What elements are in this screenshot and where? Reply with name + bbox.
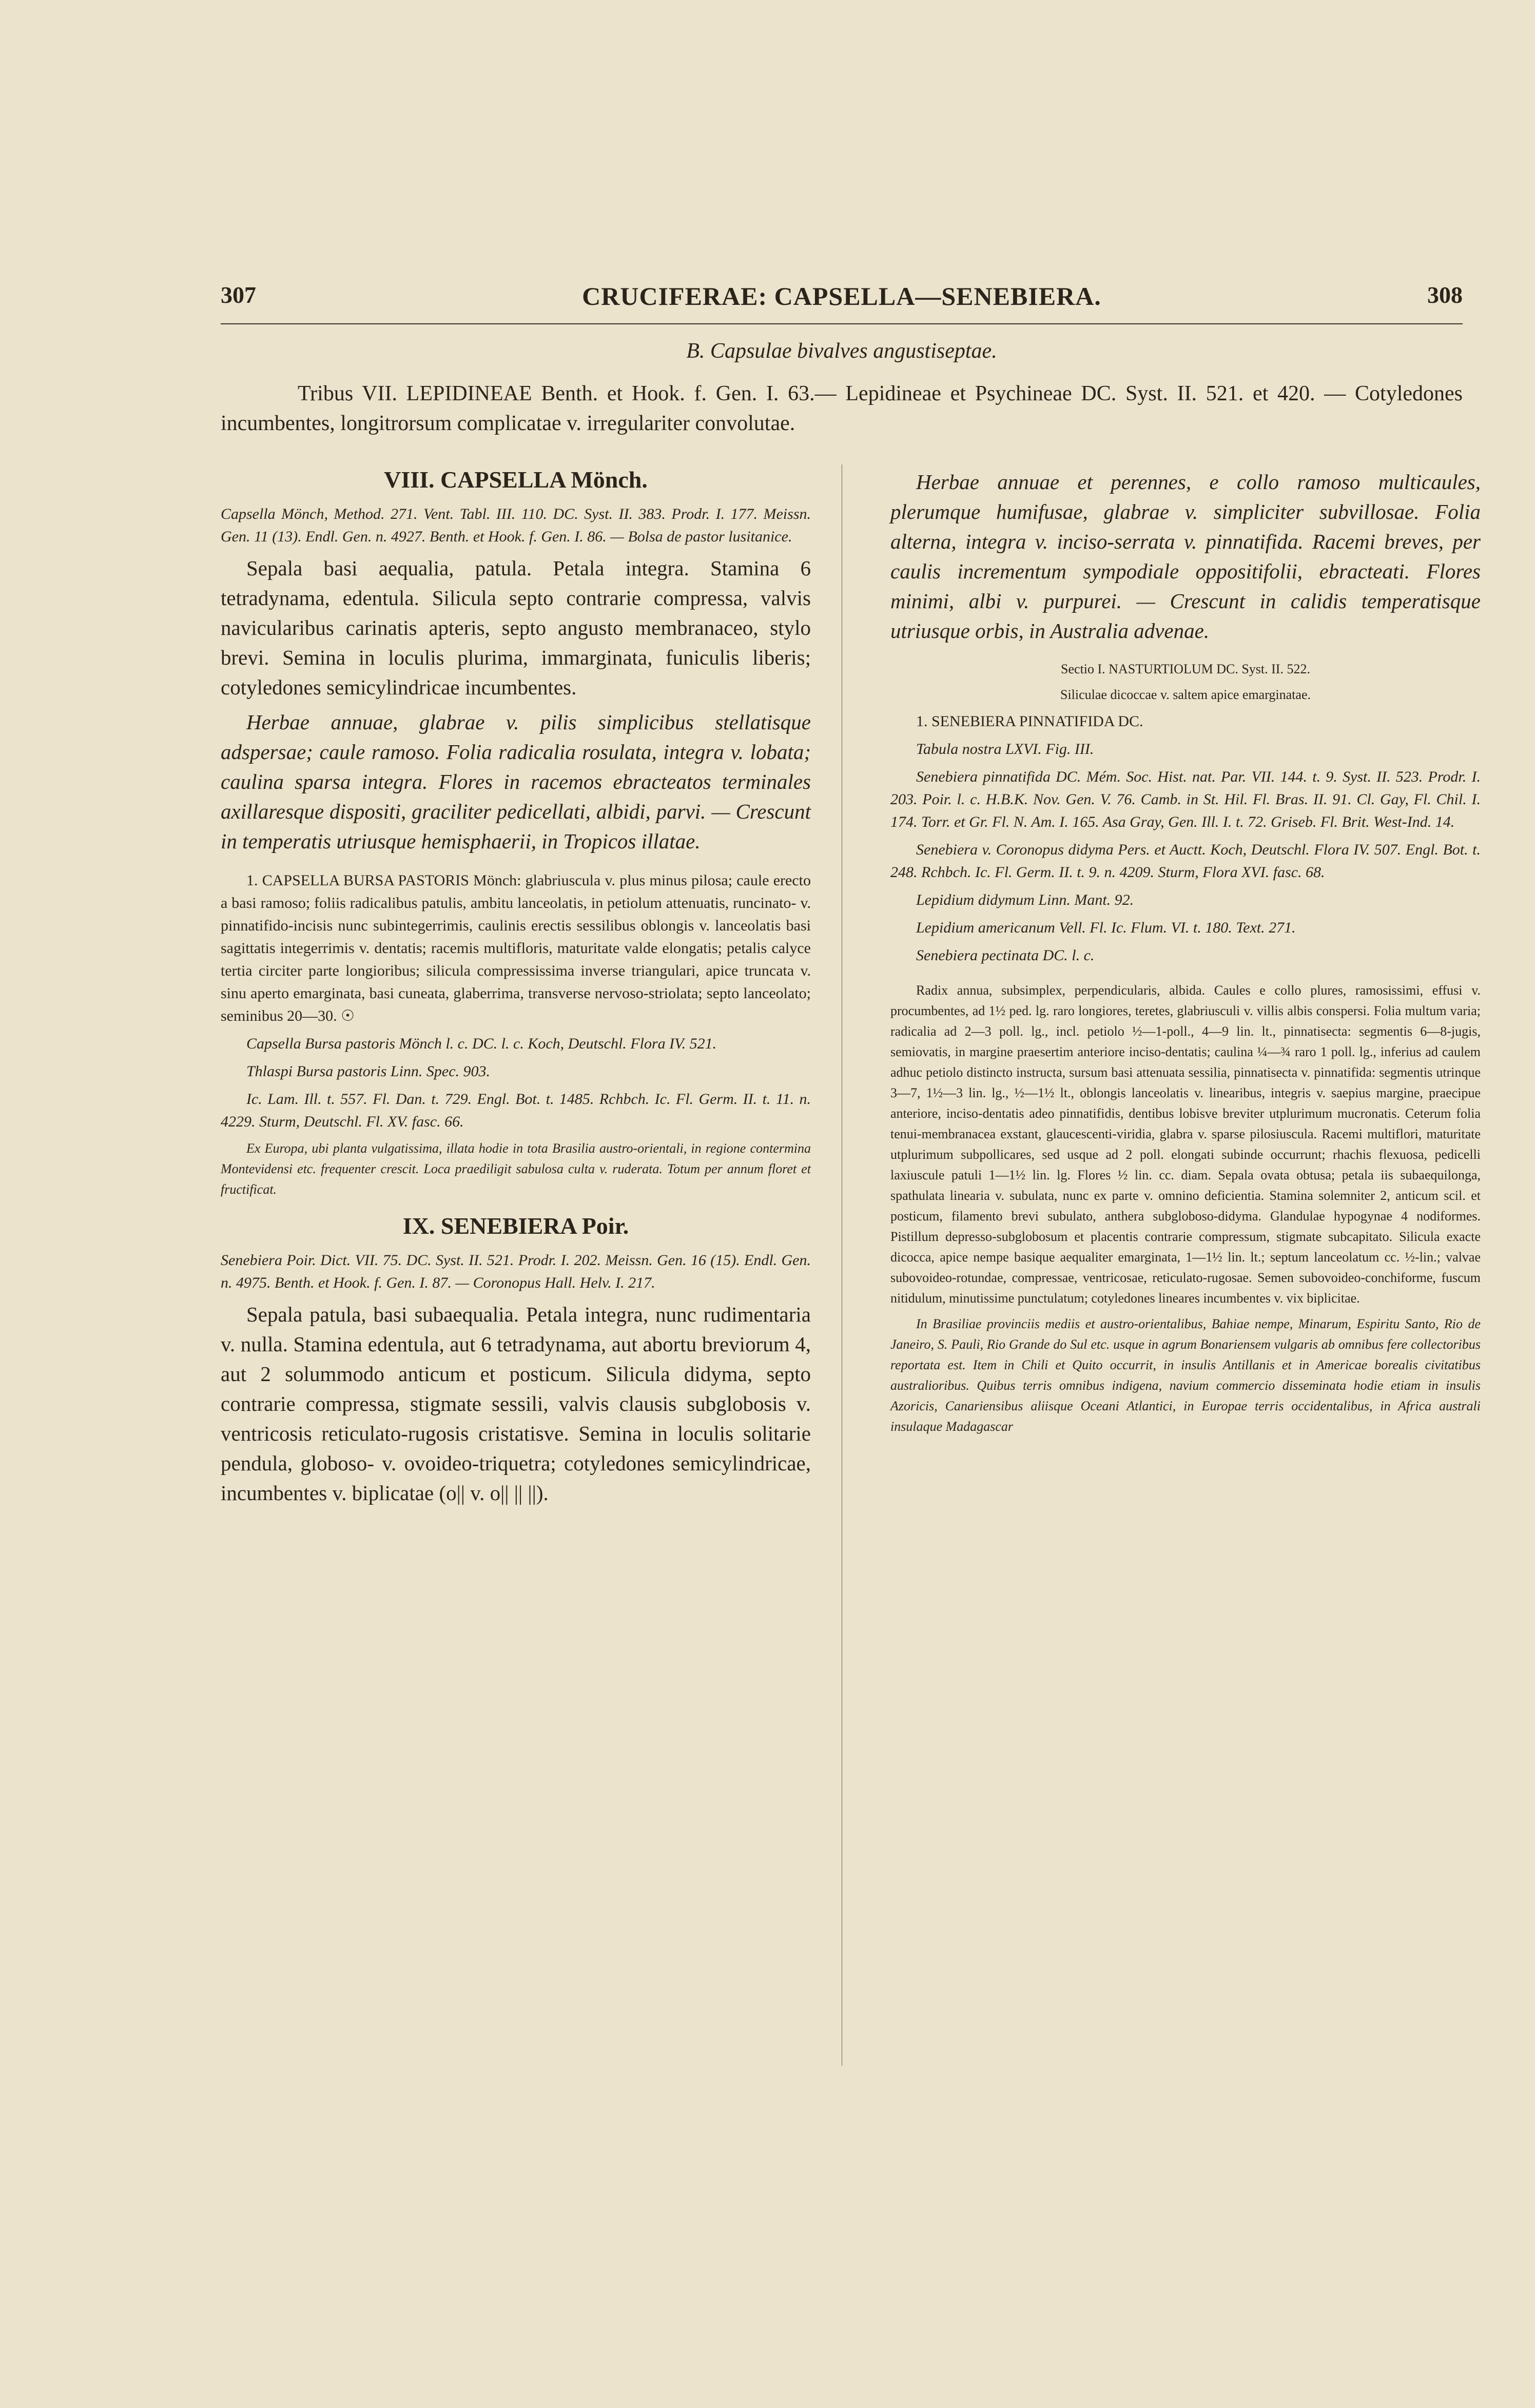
species-heading-pinnatifida: 1. SENEBIERA PINNATIFIDA DC. bbox=[916, 713, 1143, 730]
senebiera-references: Senebiera Poir. Dict. VII. 75. DC. Syst. II. 521. Prodr. I. 202. Meissn. Gen. 16 (15). Endl. Gen. n. 4975. Benth. et Hook. f. Gen. I. 87. — Coronopus Hall. Helv. I. 217. bbox=[221, 1252, 811, 1291]
page-number-right: 308 bbox=[1427, 282, 1463, 308]
pinnatifida-description: Radix annua, subsimplex, perpendicularis, albida. Caules e collo plures, ramosissimi, effusi v. procumbentes, ad 1½ ped. lg. raro longiores, teretes, glabriusculi v. villis albis conspersi. Folia multum varia; radicalia ad 2—3 poll. lg., incl. petiolo ½—1-poll., 4—9 lin. lt., pinnatisecta: segmentis 6—8-jugis, semiovatis, in margine praesertim anteriore inciso-dentatis; caulina ¼—¾ raro 1 poll. lg., inferius ad caulem adhuc petiolo distincto instructa, sursum basi attenuata sessilia, pinnatisecta v. pinnatifida: segmentis utrinque 3—7, 1½—3 lin. lg., ½—1½ lt., oblongis lanceolatis v. linearibus, integris v. saepius margine, praecipue anteriore, inciso-dentatis adeo pinnatifidis, dentibus lobisve breviter utplurimum mucronatis. Ceterum folia tenui-membranacea exstant, glaucescenti-viridia, glabra v. sparse pilosiuscula. Racemi multiflori, maturitate utplurimum subpollicares, sed usque ad 2 poll. elongati subinde occurrunt; rhachis flexuosa, pedicelli laxiuscule patuli 1—1½ lin. lg. Flores ½ lin. cc. diam. Sepala ovata obtusa; petala iis subaequilonga, spathulata linearia v. subulata, nunc ex parte v. omnino deficientia. Stamina solemniter 2, anticum scil. et posticum, filamento brevi subulato, anthera subgloboso-didyma. Glandulae hypogynae 4 nodiformes. Pistillum depresso-subglobosum et placentis contrarie compressum, stigmate subcapitato. Silicula exacte dicocca, apice nempe basique aequaliter emarginata, 1—1½ lin. lt.; septum lanceolatum cc. ½-lin.; valvae subovoideo-rotundae, compressae, ventricosae, reticulato-rugosae. Semen subovoideo-conchiforme, fuscum nitidulum, minutissime punctulatum; cotyledones lineares incumbentes v. vix biplicitae. bbox=[890, 983, 1481, 1306]
header-rule bbox=[221, 323, 1463, 324]
capsella-synonym-1: Capsella Bursa pastoris Mönch l. c. DC. l. c. Koch, Deutschl. Flora IV. 521. bbox=[246, 1035, 717, 1052]
senebiera-habit: Herbae annuae et perennes, e collo ramoso multicaules, plerumque humifusae, glabrae v. simpliciter subvillosae. Folia alterna, integra v. inciso-serrata v. pinnatifida. Racemi breves, per caulis incrementum sympodiale oppositifolii, ebracteati. Flores minimi, albi v. purpurei. — Crescunt in calidis temperatisque utriusque orbis, in Australia advenae. bbox=[890, 470, 1481, 643]
capsella-character: Sepala basi aequalia, patula. Petala integra. Stamina 6 tetradynama, edentula. Silicula septo contrarie compressa, valvis navicularibus carinatis apteris, septo angusto membranaceo, stylo brevi. Semina in loculis plurima, immarginata, funiculis liberis; cotyledones semicylindricae incumbentes. bbox=[221, 556, 811, 699]
capsella-references: Capsella Mönch, Method. 271. Vent. Tabl. III. 110. DC. Syst. II. 383. Prodr. I. 177. Meissn. Gen. 11 (13). Endl. Gen. n. 4927. Benth. et Hook. f. Gen. I. 86. — Bolsa de pastor lusitanice. bbox=[221, 506, 811, 545]
capsella-habit: Herbae annuae, glabrae v. pilis simplicibus stellatisque adspersae; caule ramoso. Folia radicalia rosulata, integra v. lobata; caulina sparsa integra. Flores in racemos ebracteatos terminales axillaresque dispositi, graciliter pedicellati, albidi, parvi. — Crescunt in temperatis utriusque hemisphaerii, in Tropicos illatae. bbox=[221, 710, 811, 853]
pinnatifida-synonym-5: Senebiera pectinata DC. l. c. bbox=[916, 947, 1095, 964]
running-title: CRUCIFERAE: CAPSELLA—SENEBIERA. bbox=[582, 282, 1101, 310]
sectio-heading: Sectio I. NASTURTIOLUM DC. Syst. II. 522. bbox=[1061, 662, 1310, 676]
senebiera-character: Sepala patula, basi subaequalia. Petala integra, nunc rudimentaria v. nulla. Stamina edentula, aut 6 tetradynama, aut abortu breviorum 4, aut 2 solummodo anticum et posticum. Silicula didyma, septo contrarie compressa, stigmate sessili, valvis clausis subglobosis v. ventricosis reticulato-rugosis cristatisve. Semina in loculis solitarie pendula, globoso- v. ovoideo-triquetra; cotyledones semicylindricae, incumbentes v. biplicatae (o|| v. o|| || ||). bbox=[221, 1303, 811, 1505]
tribus-paragraph: Tribus VII. LEPIDINEAE Benth. et Hook. f. Gen. I. 63.— Lepidineae et Psychineae DC. Syst. II. 521. et 420. — Cotyledones incumbentes, longitrorsum complicatae v. irregulariter convolutae. bbox=[221, 382, 1463, 435]
right-column bbox=[890, 467, 1481, 1442]
pinnatifida-synonym-3: Lepidium didymum Linn. Mant. 92. bbox=[916, 891, 1134, 908]
tabula-reference: Tabula nostra LXVI. Fig. III. bbox=[916, 741, 1094, 758]
left-column bbox=[221, 467, 811, 1513]
sectio-character: Siliculae dicoccae v. saltem apice emarginatae. bbox=[1060, 687, 1311, 702]
pinnatifida-synonym-1: Senebiera pinnatifida DC. Mém. Soc. Hist. nat. Par. VII. 144. t. 9. Syst. II. 523. Prodr. I. 203. Poir. l. c. H.B.K. Nov. Gen. V. 76. Camb. in St. Hil. Fl. Bras. II. 91. Cl. Gay, Fl. Chil. I. 174. Torr. et Gr. Fl. N. Am. I. 165. Asa Gray, Gen. Ill. I. t. 72. Griseb. Fl. Brit. West-Ind. 14. bbox=[890, 768, 1481, 830]
genus-heading-capsella: VIII. CAPSELLA Mönch. bbox=[384, 467, 648, 493]
pinnatifida-synonym-2: Senebiera v. Coronopus didyma Pers. et Auctt. Koch, Deutschl. Flora IV. 507. Engl. Bot. t. 248. Rchbch. Ic. Fl. Germ. II. t. 9. n. 4209. Sturm, Flora XVI. fasc. 68. bbox=[890, 841, 1481, 881]
capsella-distribution: Ex Europa, ubi planta vulgatissima, illata hodie in tota Brasilia austro-orientali, in regione contermina Montevidensi etc. frequenter crescit. Loca praediligit sabulosa culta v. ruderata. Totum per annum floret et fructificat. bbox=[221, 1141, 811, 1197]
genus-heading-senebiera: IX. SENEBIERA Poir. bbox=[402, 1213, 629, 1239]
capsella-icones: Ic. Lam. Ill. t. 557. Fl. Dan. t. 729. Engl. Bot. t. 1485. Rchbch. Ic. Fl. Germ. II. t. 11. n. 4229. Sturm, Deutschl. Fl. XV. fasc. 66. bbox=[221, 1091, 811, 1130]
page-header bbox=[221, 281, 1463, 322]
page-number-left: 307 bbox=[221, 282, 256, 308]
pinnatifida-synonym-4: Lepidium americanum Vell. Fl. Ic. Flum. VI. t. 180. Text. 271. bbox=[916, 919, 1296, 936]
capsella-synonym-2: Thlaspi Bursa pastoris Linn. Spec. 903. bbox=[246, 1063, 491, 1080]
capsella-bursa-pastoris-description: 1. CAPSELLA BURSA PASTORIS Mönch: glabriuscula v. plus minus pilosa; caule erecto a basi ramoso; foliis radicalibus patulis, ambitu lanceolatis, in petiolum attenuatis, runcinato- v. pinnatifido-incisis nunc subintegerrimis, caulinis erectis sessilibus oblongis v. lanceolatis basi sagittatis integerrimis v. dentatis; racemis multifloris, maturitate valde elongatis; petalis calyce tertia circiter parte longioribus; silicula compressissima inverse triangulari, apice truncata v. sinu aperto emarginata, basi cuneata, glaberrima, transverse nervoso-striolata; septo lanceolato; seminibus 20—30. ☉ bbox=[221, 872, 811, 1024]
section-subheading: B. Capsulae bivalves angustiseptae. bbox=[686, 339, 997, 363]
pinnatifida-distribution: In Brasiliae provinciis mediis et austro-orientalibus, Bahiae nempe, Minarum, Espiritu Santo, Rio de Janeiro, S. Pauli, Rio Grande do Sul etc. usque in agrum Bonariensem vulgaris ab omnibus fere collectoribus reportata est. Item in Chili et Quito occurrit, in insulis Antillanis et in Americae borealis civitatibus australioribus. Quibus terris omnibus indigena, navium commercio disseminata hodie etiam in insulis Azoricis, Canariensibus aliisque Oceani Atlantici, in Europae terris occidentalibus, in Africa australi insulaque Madagascar bbox=[890, 1316, 1481, 1434]
